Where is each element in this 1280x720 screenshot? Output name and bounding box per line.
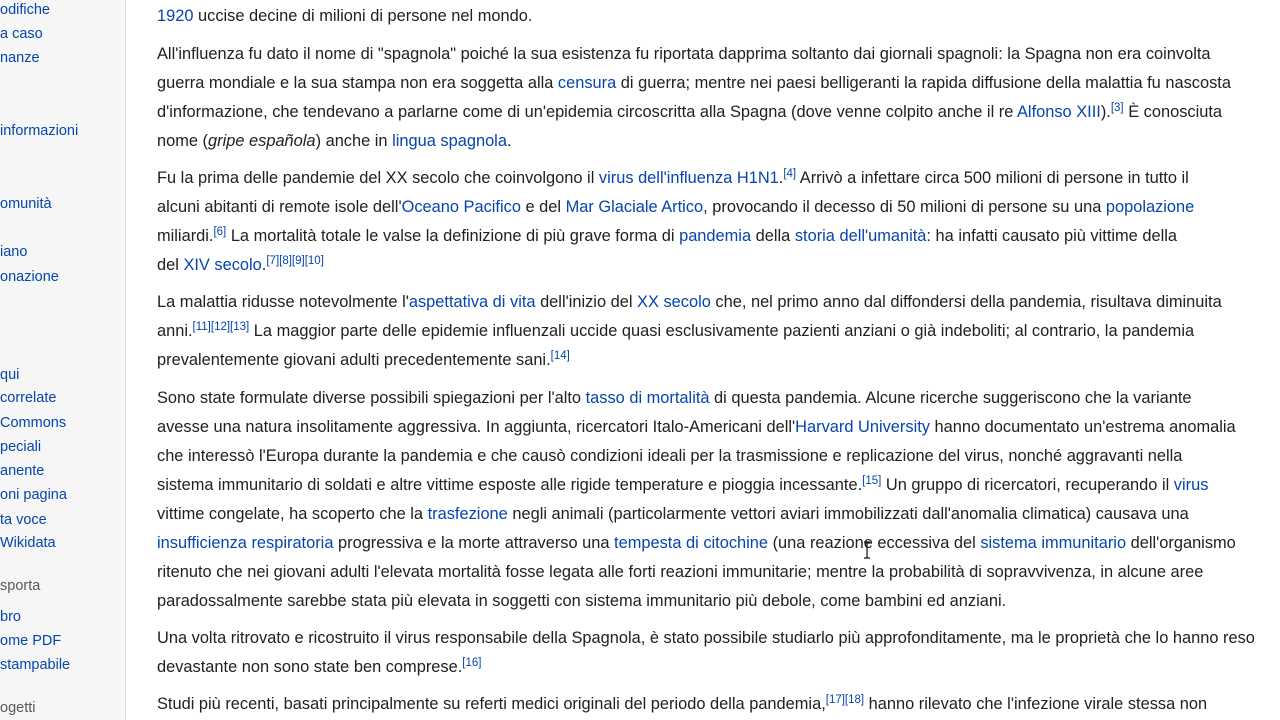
article-text: della — [751, 227, 795, 245]
citation-link[interactable]: [6] — [213, 226, 227, 238]
article-link[interactable]: trasfezione — [427, 505, 508, 523]
citation — [826, 694, 864, 706]
citation — [266, 255, 324, 267]
article-link[interactable]: pandemia — [679, 227, 752, 245]
article-line — [157, 226, 1177, 246]
article-text: (una reazione eccessiva del — [768, 534, 981, 552]
citation-link[interactable]: [14] — [550, 350, 570, 362]
article-line — [157, 657, 481, 677]
article-link[interactable]: virus — [1173, 476, 1209, 494]
article-text: progressiva e la morte attraverso una — [333, 534, 615, 552]
article-text: È conosciuta — [1123, 103, 1223, 121]
article-link[interactable]: Mar Glaciale Artico — [565, 198, 704, 216]
article-text: d'informazione, che tendevano a parlarne come di un'epidemia circoscritta alla Spagna (dove venne colpito anche il re — [157, 103, 1017, 121]
article-text: : ha infatti causato più vittime della — [926, 227, 1177, 245]
article-link[interactable]: Alfonso XIII — [1017, 103, 1101, 121]
citation — [213, 226, 226, 238]
sidebar-link[interactable]: ome PDF — [0, 633, 62, 649]
article-link[interactable]: tempesta di citochine — [614, 534, 769, 552]
article-link[interactable]: XX secolo — [637, 293, 711, 311]
sidebar-link[interactable]: qui — [0, 367, 20, 383]
article-text: alcuni abitanti di remote isole dell' — [157, 198, 402, 216]
article-text: ritenuto che nei giovani adulti l'elevata mortalità fosse legata alle forti reazioni immunitarie; mentre la probabilità di sopravvivenza, in alcune aree — [157, 563, 1204, 581]
sidebar-link[interactable]: onazione — [0, 269, 59, 285]
article-line — [157, 102, 1222, 122]
article-link[interactable]: XIV secolo — [183, 256, 262, 274]
article-text: del — [157, 256, 184, 274]
article-line — [157, 6, 532, 26]
italic-text: gripe española — [208, 132, 316, 150]
article-text: negli animali (particolarmente vettori aviari immobilizzati dall'anomalia climatica) causava una — [507, 505, 1189, 523]
article-link[interactable]: sistema immunitario — [980, 534, 1127, 552]
article-link[interactable]: virus dell'influenza H1N1 — [598, 169, 779, 187]
sidebar-nav — [0, 0, 126, 720]
article-text: che, nel primo anno dal diffondersi della pandemia, risultava diminuita — [710, 293, 1222, 311]
sidebar-link[interactable]: oni pagina — [0, 487, 67, 503]
citation — [862, 475, 881, 487]
article-body — [157, 0, 1280, 720]
article-line — [157, 562, 1203, 582]
article-text: paradossalmente sarebbe stata più elevata in soggetti con sistema immunitario più debole, come bambini ed anziani. — [157, 592, 1007, 610]
sidebar-link[interactable]: informazioni — [0, 123, 79, 139]
article-text: , provocando il decesso di 50 milioni di persone su una — [703, 198, 1106, 216]
sidebar-link[interactable]: correlate — [0, 390, 57, 406]
article-link[interactable]: Oceano Pacifico — [401, 198, 521, 216]
citation — [551, 350, 570, 362]
article-text: La mortalità totale le valse la definizione di più grave forma di — [226, 227, 680, 245]
citation — [462, 657, 481, 669]
article-text: La malattia ridusse notevolmente l' — [157, 293, 409, 311]
article-text: che interessò l'Europa durante la pandemia e che causò condizioni ideali per la trasmissione e replicazione del virus, nonché aggravanti nella — [157, 447, 1183, 465]
article-text: hanno rilevato che l'infezione virale stessa non — [864, 695, 1208, 713]
article-text: hanno documentato un'estrema anomalia — [929, 418, 1236, 436]
sidebar-link[interactable]: bro — [0, 609, 21, 625]
article-text: ) anche in — [315, 132, 393, 150]
article-link[interactable]: insufficienza respiratoria — [157, 534, 334, 552]
article-text: Fu la prima delle pandemie del XX secolo che coinvolgono il — [157, 169, 599, 187]
article-link[interactable]: popolazione — [1105, 198, 1195, 216]
sidebar-link[interactable]: nanze — [0, 50, 40, 66]
article-text: dell'organismo — [1126, 534, 1236, 552]
article-text: sistema immunitario di soldati e altre vittime esposte alle rigide temperature e pioggia incessante. — [157, 476, 863, 494]
article-line — [157, 73, 1231, 93]
sidebar-link[interactable]: peciali — [0, 439, 42, 455]
article-text: All'influenza fu dato il nome di "spagnola" poiché la sua esistenza fu riportata dapprima soltanto dai giornali spagnoli: la Spagna non era coinvolta — [157, 45, 1211, 63]
article-text: . — [778, 169, 784, 187]
article-line — [157, 44, 1211, 64]
sidebar-link[interactable]: iano — [0, 244, 28, 260]
article-text: . — [261, 256, 267, 274]
article-link[interactable]: censura — [557, 74, 617, 92]
article-text: avesse una natura insolitamente aggressiva. In aggiunta, ricercatori Italo-Americani dell' — [157, 418, 796, 436]
article-text: di questa pandemia. Alcune ricerche suggeriscono che la variante — [709, 389, 1192, 407]
article-line — [157, 446, 1182, 466]
article-line — [157, 350, 570, 370]
article-text: nome ( — [157, 132, 209, 150]
article-line — [157, 533, 1236, 553]
sidebar-link[interactable]: a caso — [0, 26, 43, 42]
article-line — [157, 475, 1208, 495]
article-text: La maggior parte delle epidemie influenzali uccide quasi esclusivamente pazienti anziani o già indeboliti; al contrario, la pandemia — [249, 322, 1195, 340]
article-link[interactable]: aspettativa di vita — [408, 293, 536, 311]
sidebar-heading: ogetti — [0, 700, 36, 716]
article-line — [157, 131, 512, 151]
article-line — [157, 292, 1222, 312]
article-link[interactable]: tasso di mortalità — [585, 389, 710, 407]
citation — [193, 321, 250, 333]
sidebar-link[interactable]: odifiche — [0, 2, 50, 18]
article-text: di guerra; mentre nei paesi belligeranti la rapida diffusione della malattia fu nascosta — [616, 74, 1231, 92]
article-line — [157, 168, 1189, 188]
sidebar-link[interactable]: Commons — [0, 415, 67, 431]
article-text: Studi più recenti, basati principalmente su referti medici originali del periodo della pandemia, — [157, 695, 826, 713]
article-text: uccise decine di milioni di persone nel mondo. — [193, 7, 533, 25]
article-text: guerra mondiale e la sua stampa non era soggetta alla — [157, 74, 558, 92]
article-text: Un gruppo di ricercatori, recuperando il — [881, 476, 1174, 494]
article-text: prevalentemente giovani adulti precedentemente sani. — [157, 351, 551, 369]
article-text: Sono state formulate diverse possibili spiegazioni per l'alto — [157, 389, 586, 407]
article-text: Arrivò a infettare circa 500 milioni di persone in tutto il — [796, 169, 1189, 187]
article-link[interactable]: lingua spagnola — [392, 132, 507, 150]
article-line — [157, 197, 1194, 217]
article-line — [157, 255, 324, 275]
citation-link[interactable]: [16] — [462, 657, 482, 669]
article-line — [157, 628, 1255, 648]
sidebar-heading: sporta — [0, 578, 41, 594]
article-line — [157, 591, 1006, 611]
article-line — [157, 388, 1192, 408]
article-text: anni. — [157, 322, 193, 340]
article-text: dell'inizio del — [535, 293, 638, 311]
article-text: miliardi. — [157, 227, 214, 245]
article-text: vittime congelate, ha scoperto che la — [157, 505, 428, 523]
citation-link[interactable]: [17][18] — [825, 694, 865, 706]
article-line — [157, 417, 1236, 437]
sidebar-link[interactable]: anente — [0, 463, 45, 479]
sidebar-link[interactable]: stampabile — [0, 657, 71, 673]
article-text: e del — [520, 198, 566, 216]
article-line — [157, 504, 1189, 524]
article-line — [157, 694, 1207, 714]
article-line — [157, 321, 1194, 341]
citation-link[interactable]: [7][8][9][10] — [266, 255, 324, 267]
article-text: . — [506, 132, 512, 150]
citation — [1111, 102, 1124, 114]
citation-link[interactable]: [4] — [783, 168, 797, 180]
citation-link[interactable]: [11][12][13] — [192, 321, 250, 333]
article-text: ). — [1100, 103, 1111, 121]
article-text: devastante non sono state ben comprese. — [157, 658, 463, 676]
citation-link[interactable]: [15] — [862, 475, 882, 487]
sidebar-link[interactable]: Wikidata — [0, 535, 56, 551]
article-text: Una volta ritrovato e ricostruito il virus responsabile della Spagnola, è stato possibile studiarlo più approfonditamente, ma le proprietà che lo hanno reso — [157, 629, 1255, 647]
article-link[interactable]: Harvard University — [795, 418, 930, 436]
citation — [783, 168, 796, 180]
article-link[interactable]: storia dell'umanità — [794, 227, 927, 245]
citation-link[interactable]: [3] — [1110, 102, 1124, 114]
sidebar-link[interactable]: ta voce — [0, 512, 47, 528]
sidebar-link[interactable]: omunità — [0, 196, 52, 212]
article-link[interactable]: 1920 — [157, 7, 194, 25]
